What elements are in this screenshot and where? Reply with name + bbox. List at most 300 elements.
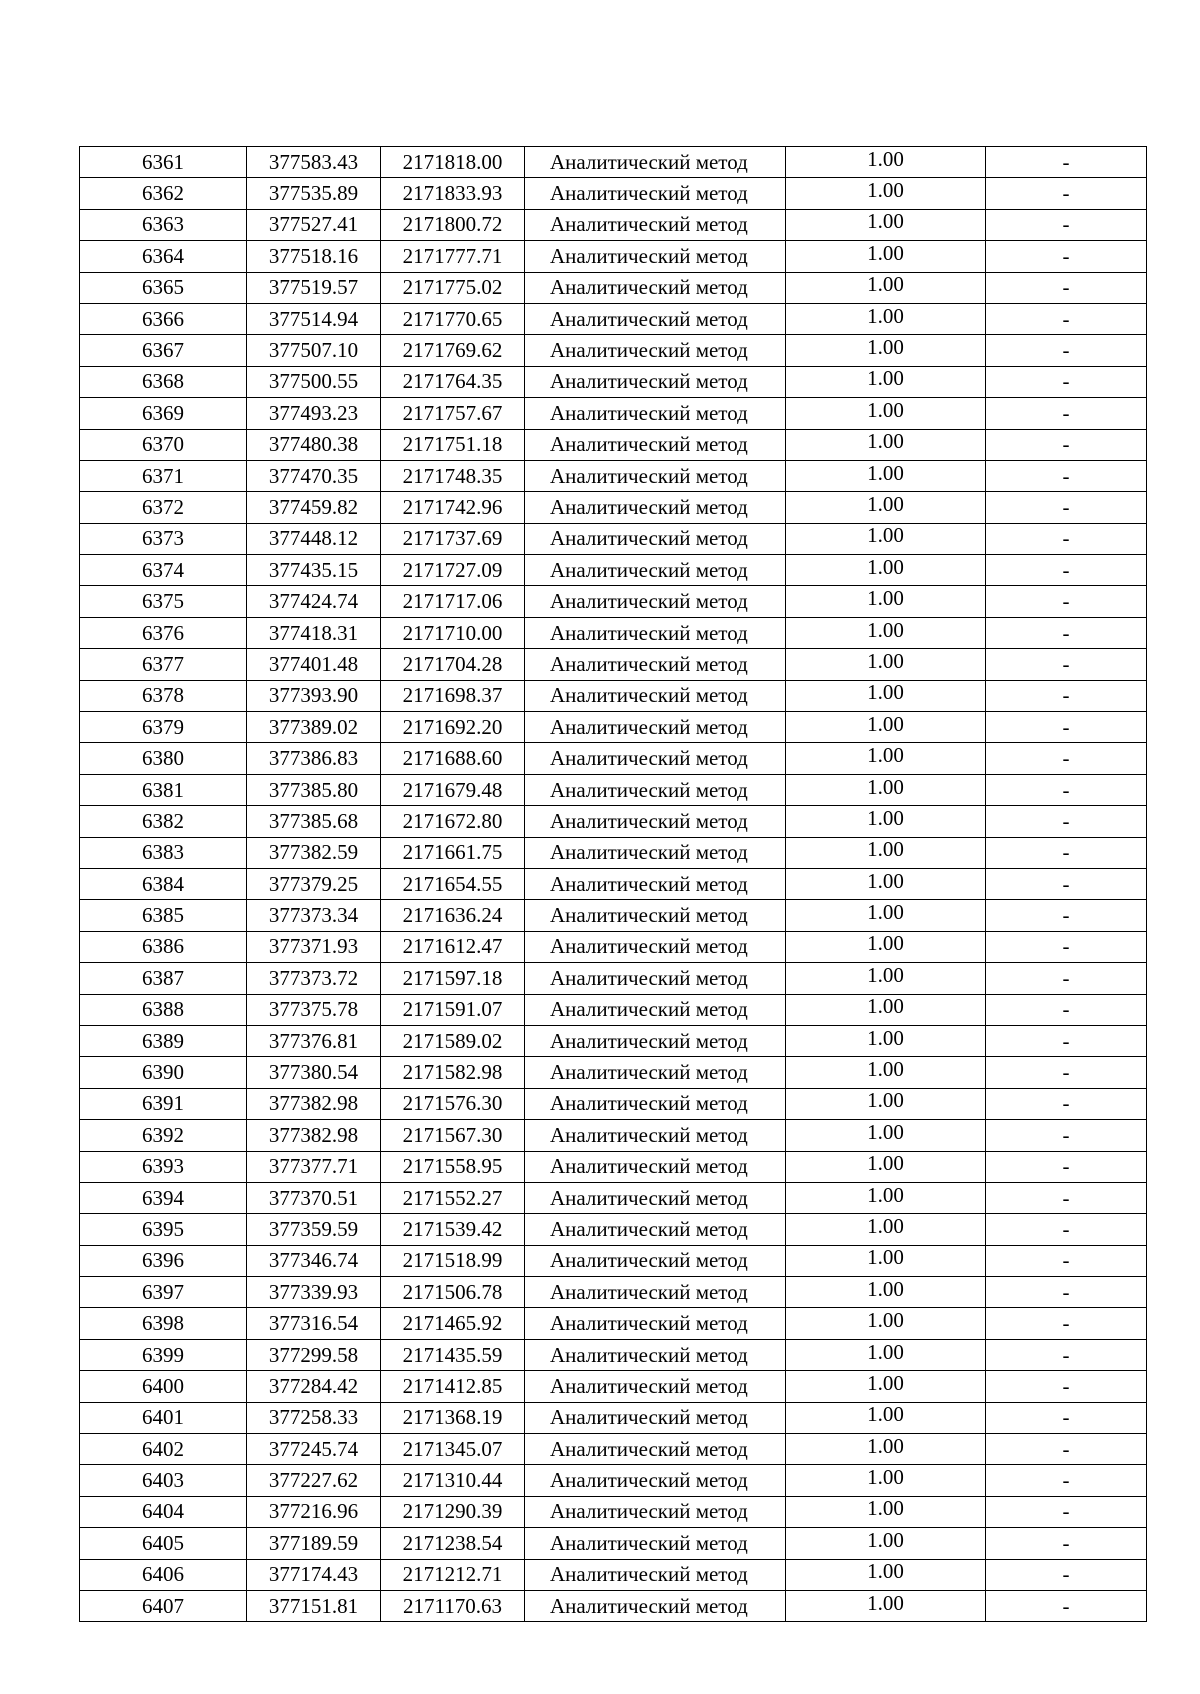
note-cell: - <box>986 1339 1147 1370</box>
x-coordinate-cell: 377514.94 <box>247 303 381 334</box>
table-row <box>80 398 1147 429</box>
table-row <box>80 1245 1147 1276</box>
accuracy-cell: 1.00 <box>786 457 986 488</box>
method-cell: Аналитический метод <box>525 617 786 648</box>
accuracy-cell: 1.00 <box>786 1399 986 1430</box>
note-cell: - <box>986 460 1147 491</box>
note-cell: - <box>986 994 1147 1025</box>
y-coordinate-cell: 2171717.06 <box>381 586 525 617</box>
y-coordinate-cell: 2171589.02 <box>381 1025 525 1056</box>
note-cell: - <box>986 241 1147 272</box>
point-number-cell: 6406 <box>80 1559 247 1590</box>
y-coordinate-cell: 2171636.24 <box>381 900 525 931</box>
x-coordinate-cell: 377376.81 <box>247 1025 381 1056</box>
accuracy-cell: 1.00 <box>786 1431 986 1462</box>
accuracy-cell: 1.00 <box>786 1525 986 1556</box>
y-coordinate-cell: 2171698.37 <box>381 680 525 711</box>
accuracy-cell: 1.00 <box>786 1022 986 1053</box>
x-coordinate-cell: 377527.41 <box>247 209 381 240</box>
note-cell: - <box>986 1434 1147 1465</box>
y-coordinate-cell: 2171800.72 <box>381 209 525 240</box>
accuracy-cell: 1.00 <box>786 583 986 614</box>
y-coordinate-cell: 2171465.92 <box>381 1308 525 1339</box>
x-coordinate-cell: 377448.12 <box>247 523 381 554</box>
x-coordinate-cell: 377424.74 <box>247 586 381 617</box>
table-row <box>80 523 1147 554</box>
y-coordinate-cell: 2171654.55 <box>381 868 525 899</box>
table-row <box>80 1371 1147 1402</box>
table-row <box>80 806 1147 837</box>
accuracy-cell: 1.00 <box>786 709 986 740</box>
note-cell: - <box>986 1151 1147 1182</box>
accuracy-cell: 1.00 <box>786 363 986 394</box>
y-coordinate-cell: 2171582.98 <box>381 1057 525 1088</box>
note-cell: - <box>986 272 1147 303</box>
y-coordinate-cell: 2171518.99 <box>381 1245 525 1276</box>
method-cell: Аналитический метод <box>525 1339 786 1370</box>
note-cell: - <box>986 1465 1147 1496</box>
accuracy-cell: 1.00 <box>786 238 986 269</box>
accuracy-cell: 1.00 <box>786 1148 986 1179</box>
point-number-cell: 6395 <box>80 1214 247 1245</box>
y-coordinate-cell: 2171612.47 <box>381 931 525 962</box>
accuracy-cell: 1.00 <box>786 1242 986 1273</box>
accuracy-cell: 1.00 <box>786 1587 986 1618</box>
table-row <box>80 460 1147 491</box>
point-number-cell: 6393 <box>80 1151 247 1182</box>
y-coordinate-cell: 2171212.71 <box>381 1559 525 1590</box>
note-cell: - <box>986 680 1147 711</box>
method-cell: Аналитический метод <box>525 1434 786 1465</box>
y-coordinate-cell: 2171737.69 <box>381 523 525 554</box>
method-cell: Аналитический метод <box>525 963 786 994</box>
y-coordinate-cell: 2171833.93 <box>381 178 525 209</box>
accuracy-cell: 1.00 <box>786 865 986 896</box>
method-cell: Аналитический метод <box>525 241 786 272</box>
y-coordinate-cell: 2171345.07 <box>381 1434 525 1465</box>
y-coordinate-cell: 2171591.07 <box>381 994 525 1025</box>
table-row <box>80 649 1147 680</box>
point-number-cell: 6404 <box>80 1496 247 1527</box>
point-number-cell: 6373 <box>80 523 247 554</box>
point-number-cell: 6389 <box>80 1025 247 1056</box>
method-cell: Аналитический метод <box>525 209 786 240</box>
method-cell: Аналитический метод <box>525 1465 786 1496</box>
point-number-cell: 6396 <box>80 1245 247 1276</box>
accuracy-cell: 1.00 <box>786 677 986 708</box>
method-cell: Аналитический метод <box>525 1120 786 1151</box>
x-coordinate-cell: 377470.35 <box>247 460 381 491</box>
method-cell: Аналитический метод <box>525 994 786 1025</box>
x-coordinate-cell: 377386.83 <box>247 743 381 774</box>
x-coordinate-cell: 377189.59 <box>247 1528 381 1559</box>
method-cell: Аналитический метод <box>525 1182 786 1213</box>
y-coordinate-cell: 2171672.80 <box>381 806 525 837</box>
table-row <box>80 303 1147 334</box>
point-number-cell: 6401 <box>80 1402 247 1433</box>
accuracy-cell: 1.00 <box>786 803 986 834</box>
table-row <box>80 1057 1147 1088</box>
y-coordinate-cell: 2171368.19 <box>381 1402 525 1433</box>
method-cell: Аналитический метод <box>525 1559 786 1590</box>
accuracy-cell: 1.00 <box>786 1336 986 1367</box>
note-cell: - <box>986 1402 1147 1433</box>
point-number-cell: 6379 <box>80 712 247 743</box>
note-cell: - <box>986 1496 1147 1527</box>
note-cell: - <box>986 712 1147 743</box>
x-coordinate-cell: 377316.54 <box>247 1308 381 1339</box>
method-cell: Аналитический метод <box>525 335 786 366</box>
note-cell: - <box>986 335 1147 366</box>
point-number-cell: 6403 <box>80 1465 247 1496</box>
table-row <box>80 1308 1147 1339</box>
method-cell: Аналитический метод <box>525 586 786 617</box>
note-cell: - <box>986 178 1147 209</box>
note-cell: - <box>986 963 1147 994</box>
x-coordinate-cell: 377519.57 <box>247 272 381 303</box>
point-number-cell: 6363 <box>80 209 247 240</box>
table-row <box>80 147 1147 178</box>
table-row <box>80 743 1147 774</box>
y-coordinate-cell: 2171704.28 <box>381 649 525 680</box>
method-cell: Аналитический метод <box>525 1528 786 1559</box>
accuracy-cell: 1.00 <box>786 300 986 331</box>
accuracy-cell: 1.00 <box>786 1305 986 1336</box>
note-cell: - <box>986 1214 1147 1245</box>
x-coordinate-cell: 377371.93 <box>247 931 381 962</box>
y-coordinate-cell: 2171777.71 <box>381 241 525 272</box>
accuracy-cell: 1.00 <box>786 395 986 426</box>
y-coordinate-cell: 2171775.02 <box>381 272 525 303</box>
note-cell: - <box>986 868 1147 899</box>
point-number-cell: 6382 <box>80 806 247 837</box>
x-coordinate-cell: 377258.33 <box>247 1402 381 1433</box>
method-cell: Аналитический метод <box>525 1371 786 1402</box>
note-cell: - <box>986 743 1147 774</box>
method-cell: Аналитический метод <box>525 492 786 523</box>
accuracy-cell: 1.00 <box>786 144 986 175</box>
accuracy-cell: 1.00 <box>786 1493 986 1524</box>
point-number-cell: 6374 <box>80 555 247 586</box>
point-number-cell: 6394 <box>80 1182 247 1213</box>
method-cell: Аналитический метод <box>525 1025 786 1056</box>
table-row <box>80 1590 1147 1621</box>
y-coordinate-cell: 2171751.18 <box>381 429 525 460</box>
accuracy-cell: 1.00 <box>786 771 986 802</box>
y-coordinate-cell: 2171769.62 <box>381 335 525 366</box>
method-cell: Аналитический метод <box>525 1402 786 1433</box>
method-cell: Аналитический метод <box>525 460 786 491</box>
accuracy-cell: 1.00 <box>786 426 986 457</box>
method-cell: Аналитический метод <box>525 398 786 429</box>
x-coordinate-cell: 377500.55 <box>247 366 381 397</box>
x-coordinate-cell: 377216.96 <box>247 1496 381 1527</box>
point-number-cell: 6368 <box>80 366 247 397</box>
table-row <box>80 994 1147 1025</box>
x-coordinate-cell: 377385.80 <box>247 774 381 805</box>
y-coordinate-cell: 2171727.09 <box>381 555 525 586</box>
y-coordinate-cell: 2171170.63 <box>381 1590 525 1621</box>
method-cell: Аналитический метод <box>525 178 786 209</box>
accuracy-cell: 1.00 <box>786 332 986 363</box>
method-cell: Аналитический метод <box>525 1308 786 1339</box>
x-coordinate-cell: 377507.10 <box>247 335 381 366</box>
accuracy-cell: 1.00 <box>786 1556 986 1587</box>
point-number-cell: 6367 <box>80 335 247 366</box>
table-row <box>80 900 1147 931</box>
method-cell: Аналитический метод <box>525 868 786 899</box>
point-number-cell: 6377 <box>80 649 247 680</box>
accuracy-cell: 1.00 <box>786 206 986 237</box>
table-row <box>80 774 1147 805</box>
x-coordinate-cell: 377373.34 <box>247 900 381 931</box>
note-cell: - <box>986 806 1147 837</box>
point-number-cell: 6362 <box>80 178 247 209</box>
x-coordinate-cell: 377518.16 <box>247 241 381 272</box>
accuracy-cell: 1.00 <box>786 520 986 551</box>
table-row <box>80 931 1147 962</box>
point-number-cell: 6380 <box>80 743 247 774</box>
method-cell: Аналитический метод <box>525 1088 786 1119</box>
method-cell: Аналитический метод <box>525 837 786 868</box>
note-cell: - <box>986 774 1147 805</box>
table-row <box>80 617 1147 648</box>
table-row <box>80 1559 1147 1590</box>
y-coordinate-cell: 2171310.44 <box>381 1465 525 1496</box>
x-coordinate-cell: 377385.68 <box>247 806 381 837</box>
x-coordinate-cell: 377418.31 <box>247 617 381 648</box>
note-cell: - <box>986 523 1147 554</box>
x-coordinate-cell: 377359.59 <box>247 1214 381 1245</box>
note-cell: - <box>986 900 1147 931</box>
method-cell: Аналитический метод <box>525 900 786 931</box>
table-row <box>80 1088 1147 1119</box>
note-cell: - <box>986 209 1147 240</box>
point-number-cell: 6402 <box>80 1434 247 1465</box>
table-row <box>80 1182 1147 1213</box>
x-coordinate-cell: 377382.59 <box>247 837 381 868</box>
x-coordinate-cell: 377339.93 <box>247 1277 381 1308</box>
x-coordinate-cell: 377380.54 <box>247 1057 381 1088</box>
note-cell: - <box>986 429 1147 460</box>
y-coordinate-cell: 2171764.35 <box>381 366 525 397</box>
method-cell: Аналитический метод <box>525 1214 786 1245</box>
method-cell: Аналитический метод <box>525 147 786 178</box>
x-coordinate-cell: 377346.74 <box>247 1245 381 1276</box>
accuracy-cell: 1.00 <box>786 834 986 865</box>
point-number-cell: 6392 <box>80 1120 247 1151</box>
y-coordinate-cell: 2171688.60 <box>381 743 525 774</box>
point-number-cell: 6387 <box>80 963 247 994</box>
accuracy-cell: 1.00 <box>786 1211 986 1242</box>
accuracy-cell: 1.00 <box>786 614 986 645</box>
x-coordinate-cell: 377174.43 <box>247 1559 381 1590</box>
accuracy-cell: 1.00 <box>786 1462 986 1493</box>
table-row <box>80 1214 1147 1245</box>
x-coordinate-cell: 377299.58 <box>247 1339 381 1370</box>
table-row <box>80 868 1147 899</box>
method-cell: Аналитический метод <box>525 429 786 460</box>
table-row <box>80 1528 1147 1559</box>
y-coordinate-cell: 2171238.54 <box>381 1528 525 1559</box>
method-cell: Аналитический метод <box>525 555 786 586</box>
x-coordinate-cell: 377151.81 <box>247 1590 381 1621</box>
y-coordinate-cell: 2171710.00 <box>381 617 525 648</box>
method-cell: Аналитический метод <box>525 1057 786 1088</box>
x-coordinate-cell: 377375.78 <box>247 994 381 1025</box>
y-coordinate-cell: 2171679.48 <box>381 774 525 805</box>
point-number-cell: 6399 <box>80 1339 247 1370</box>
point-number-cell: 6405 <box>80 1528 247 1559</box>
table-row <box>80 586 1147 617</box>
note-cell: - <box>986 398 1147 429</box>
point-number-cell: 6400 <box>80 1371 247 1402</box>
point-number-cell: 6370 <box>80 429 247 460</box>
point-number-cell: 6378 <box>80 680 247 711</box>
accuracy-cell: 1.00 <box>786 269 986 300</box>
method-cell: Аналитический метод <box>525 366 786 397</box>
method-cell: Аналитический метод <box>525 774 786 805</box>
y-coordinate-cell: 2171539.42 <box>381 1214 525 1245</box>
table-row <box>80 1496 1147 1527</box>
y-coordinate-cell: 2171818.00 <box>381 147 525 178</box>
accuracy-cell: 1.00 <box>786 489 986 520</box>
point-number-cell: 6391 <box>80 1088 247 1119</box>
y-coordinate-cell: 2171552.27 <box>381 1182 525 1213</box>
x-coordinate-cell: 377382.98 <box>247 1088 381 1119</box>
table-row <box>80 680 1147 711</box>
note-cell: - <box>986 1182 1147 1213</box>
method-cell: Аналитический метод <box>525 1245 786 1276</box>
x-coordinate-cell: 377480.38 <box>247 429 381 460</box>
point-number-cell: 6375 <box>80 586 247 617</box>
y-coordinate-cell: 2171757.67 <box>381 398 525 429</box>
note-cell: - <box>986 1057 1147 1088</box>
table-row <box>80 837 1147 868</box>
point-number-cell: 6372 <box>80 492 247 523</box>
accuracy-cell: 1.00 <box>786 740 986 771</box>
point-number-cell: 6385 <box>80 900 247 931</box>
x-coordinate-cell: 377284.42 <box>247 1371 381 1402</box>
x-coordinate-cell: 377459.82 <box>247 492 381 523</box>
accuracy-cell: 1.00 <box>786 646 986 677</box>
method-cell: Аналитический метод <box>525 806 786 837</box>
table-row <box>80 178 1147 209</box>
point-number-cell: 6376 <box>80 617 247 648</box>
note-cell: - <box>986 1590 1147 1621</box>
coordinates-table-body <box>80 147 1147 1622</box>
accuracy-cell: 1.00 <box>786 175 986 206</box>
y-coordinate-cell: 2171506.78 <box>381 1277 525 1308</box>
accuracy-cell: 1.00 <box>786 1368 986 1399</box>
x-coordinate-cell: 377435.15 <box>247 555 381 586</box>
x-coordinate-cell: 377379.25 <box>247 868 381 899</box>
point-number-cell: 6361 <box>80 147 247 178</box>
accuracy-cell: 1.00 <box>786 1179 986 1210</box>
table-row <box>80 1277 1147 1308</box>
accuracy-cell: 1.00 <box>786 552 986 583</box>
y-coordinate-cell: 2171558.95 <box>381 1151 525 1182</box>
point-number-cell: 6397 <box>80 1277 247 1308</box>
note-cell: - <box>986 1245 1147 1276</box>
x-coordinate-cell: 377227.62 <box>247 1465 381 1496</box>
method-cell: Аналитический метод <box>525 1277 786 1308</box>
method-cell: Аналитический метод <box>525 523 786 554</box>
point-number-cell: 6364 <box>80 241 247 272</box>
accuracy-cell: 1.00 <box>786 1274 986 1305</box>
method-cell: Аналитический метод <box>525 931 786 962</box>
note-cell: - <box>986 1559 1147 1590</box>
x-coordinate-cell: 377493.23 <box>247 398 381 429</box>
point-number-cell: 6386 <box>80 931 247 962</box>
method-cell: Аналитический метод <box>525 1496 786 1527</box>
x-coordinate-cell: 377389.02 <box>247 712 381 743</box>
x-coordinate-cell: 377370.51 <box>247 1182 381 1213</box>
note-cell: - <box>986 492 1147 523</box>
table-row <box>80 1402 1147 1433</box>
y-coordinate-cell: 2171748.35 <box>381 460 525 491</box>
method-cell: Аналитический метод <box>525 680 786 711</box>
point-number-cell: 6407 <box>80 1590 247 1621</box>
y-coordinate-cell: 2171661.75 <box>381 837 525 868</box>
x-coordinate-cell: 377535.89 <box>247 178 381 209</box>
method-cell: Аналитический метод <box>525 712 786 743</box>
y-coordinate-cell: 2171770.65 <box>381 303 525 334</box>
y-coordinate-cell: 2171412.85 <box>381 1371 525 1402</box>
method-cell: Аналитический метод <box>525 649 786 680</box>
accuracy-cell: 1.00 <box>786 897 986 928</box>
note-cell: - <box>986 1120 1147 1151</box>
point-number-cell: 6388 <box>80 994 247 1025</box>
note-cell: - <box>986 931 1147 962</box>
x-coordinate-cell: 377382.98 <box>247 1120 381 1151</box>
point-number-cell: 6365 <box>80 272 247 303</box>
point-number-cell: 6369 <box>80 398 247 429</box>
accuracy-cell: 1.00 <box>786 1085 986 1116</box>
note-cell: - <box>986 586 1147 617</box>
note-cell: - <box>986 303 1147 334</box>
table-row <box>80 963 1147 994</box>
y-coordinate-cell: 2171576.30 <box>381 1088 525 1119</box>
table-row <box>80 366 1147 397</box>
note-cell: - <box>986 555 1147 586</box>
y-coordinate-cell: 2171742.96 <box>381 492 525 523</box>
x-coordinate-cell: 377393.90 <box>247 680 381 711</box>
table-row <box>80 1151 1147 1182</box>
note-cell: - <box>986 837 1147 868</box>
point-number-cell: 6381 <box>80 774 247 805</box>
table-row <box>80 555 1147 586</box>
y-coordinate-cell: 2171290.39 <box>381 1496 525 1527</box>
accuracy-cell: 1.00 <box>786 960 986 991</box>
method-cell: Аналитический метод <box>525 1590 786 1621</box>
table-row <box>80 335 1147 366</box>
y-coordinate-cell: 2171597.18 <box>381 963 525 994</box>
accuracy-cell: 1.00 <box>786 991 986 1022</box>
x-coordinate-cell: 377401.48 <box>247 649 381 680</box>
note-cell: - <box>986 1371 1147 1402</box>
table-row <box>80 492 1147 523</box>
note-cell: - <box>986 1025 1147 1056</box>
y-coordinate-cell: 2171435.59 <box>381 1339 525 1370</box>
method-cell: Аналитический метод <box>525 272 786 303</box>
note-cell: - <box>986 366 1147 397</box>
table-row <box>80 1339 1147 1370</box>
note-cell: - <box>986 617 1147 648</box>
note-cell: - <box>986 147 1147 178</box>
table-row <box>80 1120 1147 1151</box>
note-cell: - <box>986 649 1147 680</box>
